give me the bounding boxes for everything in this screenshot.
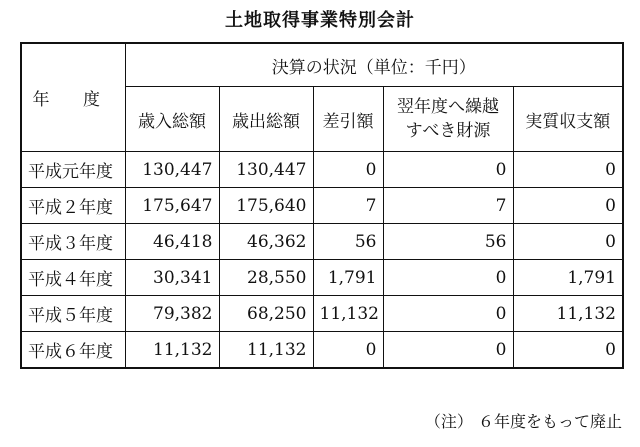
cell-year: 平成３年度 xyxy=(21,224,125,260)
settlement-table xyxy=(20,42,624,369)
header-balance: 差引額 xyxy=(313,87,383,152)
footnote: （注） ６年度をもって廃止 xyxy=(424,412,622,431)
cell-year: 平成６年度 xyxy=(21,332,125,369)
cell-year: 平成元年度 xyxy=(21,152,125,188)
cell-expenditure: 11,132 xyxy=(219,332,313,369)
cell-balance: 0 xyxy=(313,152,383,188)
cell-real-balance: 0 xyxy=(513,224,623,260)
cell-revenue: 79,382 xyxy=(125,296,219,332)
table-row xyxy=(21,332,623,369)
cell-carryover: 56 xyxy=(383,224,513,260)
cell-real-balance: 11,132 xyxy=(513,296,623,332)
cell-revenue: 46,418 xyxy=(125,224,219,260)
table-row xyxy=(21,296,623,332)
header-group: 決算の状況（単位：千円） xyxy=(125,43,623,87)
cell-carryover: 7 xyxy=(383,188,513,224)
cell-year: 平成４年度 xyxy=(21,260,125,296)
cell-expenditure: 175,640 xyxy=(219,188,313,224)
page-title: 土地取得事業特別会計 xyxy=(225,10,415,31)
cell-revenue: 175,647 xyxy=(125,188,219,224)
cell-balance: 11,132 xyxy=(313,296,383,332)
table-row xyxy=(21,152,623,188)
cell-revenue: 130,447 xyxy=(125,152,219,188)
cell-carryover: 0 xyxy=(383,332,513,369)
cell-real-balance: 0 xyxy=(513,188,623,224)
cell-carryover: 0 xyxy=(383,152,513,188)
cell-carryover: 0 xyxy=(383,260,513,296)
cell-balance: 1,791 xyxy=(313,260,383,296)
header-real-balance: 実質収支額 xyxy=(513,87,623,152)
cell-expenditure: 46,362 xyxy=(219,224,313,260)
cell-real-balance: 1,791 xyxy=(513,260,623,296)
cell-revenue: 30,341 xyxy=(125,260,219,296)
table-row xyxy=(21,224,623,260)
cell-balance: 0 xyxy=(313,332,383,369)
cell-balance: 7 xyxy=(313,188,383,224)
header-year: 年 度 xyxy=(21,43,125,152)
table-row xyxy=(21,188,623,224)
cell-expenditure: 28,550 xyxy=(219,260,313,296)
header-carryover-line1: 翌年度へ繰越 xyxy=(397,97,499,117)
cell-carryover: 0 xyxy=(383,296,513,332)
cell-expenditure: 130,447 xyxy=(219,152,313,188)
cell-real-balance: 0 xyxy=(513,152,623,188)
header-carryover xyxy=(383,87,513,152)
cell-year: 平成５年度 xyxy=(21,296,125,332)
header-carryover-line2: すべき財源 xyxy=(405,121,491,141)
cell-year: 平成２年度 xyxy=(21,188,125,224)
header-revenue: 歳入総額 xyxy=(125,87,219,152)
cell-real-balance: 0 xyxy=(513,332,623,369)
cell-balance: 56 xyxy=(313,224,383,260)
header-expenditure: 歳出総額 xyxy=(219,87,313,152)
table-row xyxy=(21,260,623,296)
cell-revenue: 11,132 xyxy=(125,332,219,369)
cell-expenditure: 68,250 xyxy=(219,296,313,332)
